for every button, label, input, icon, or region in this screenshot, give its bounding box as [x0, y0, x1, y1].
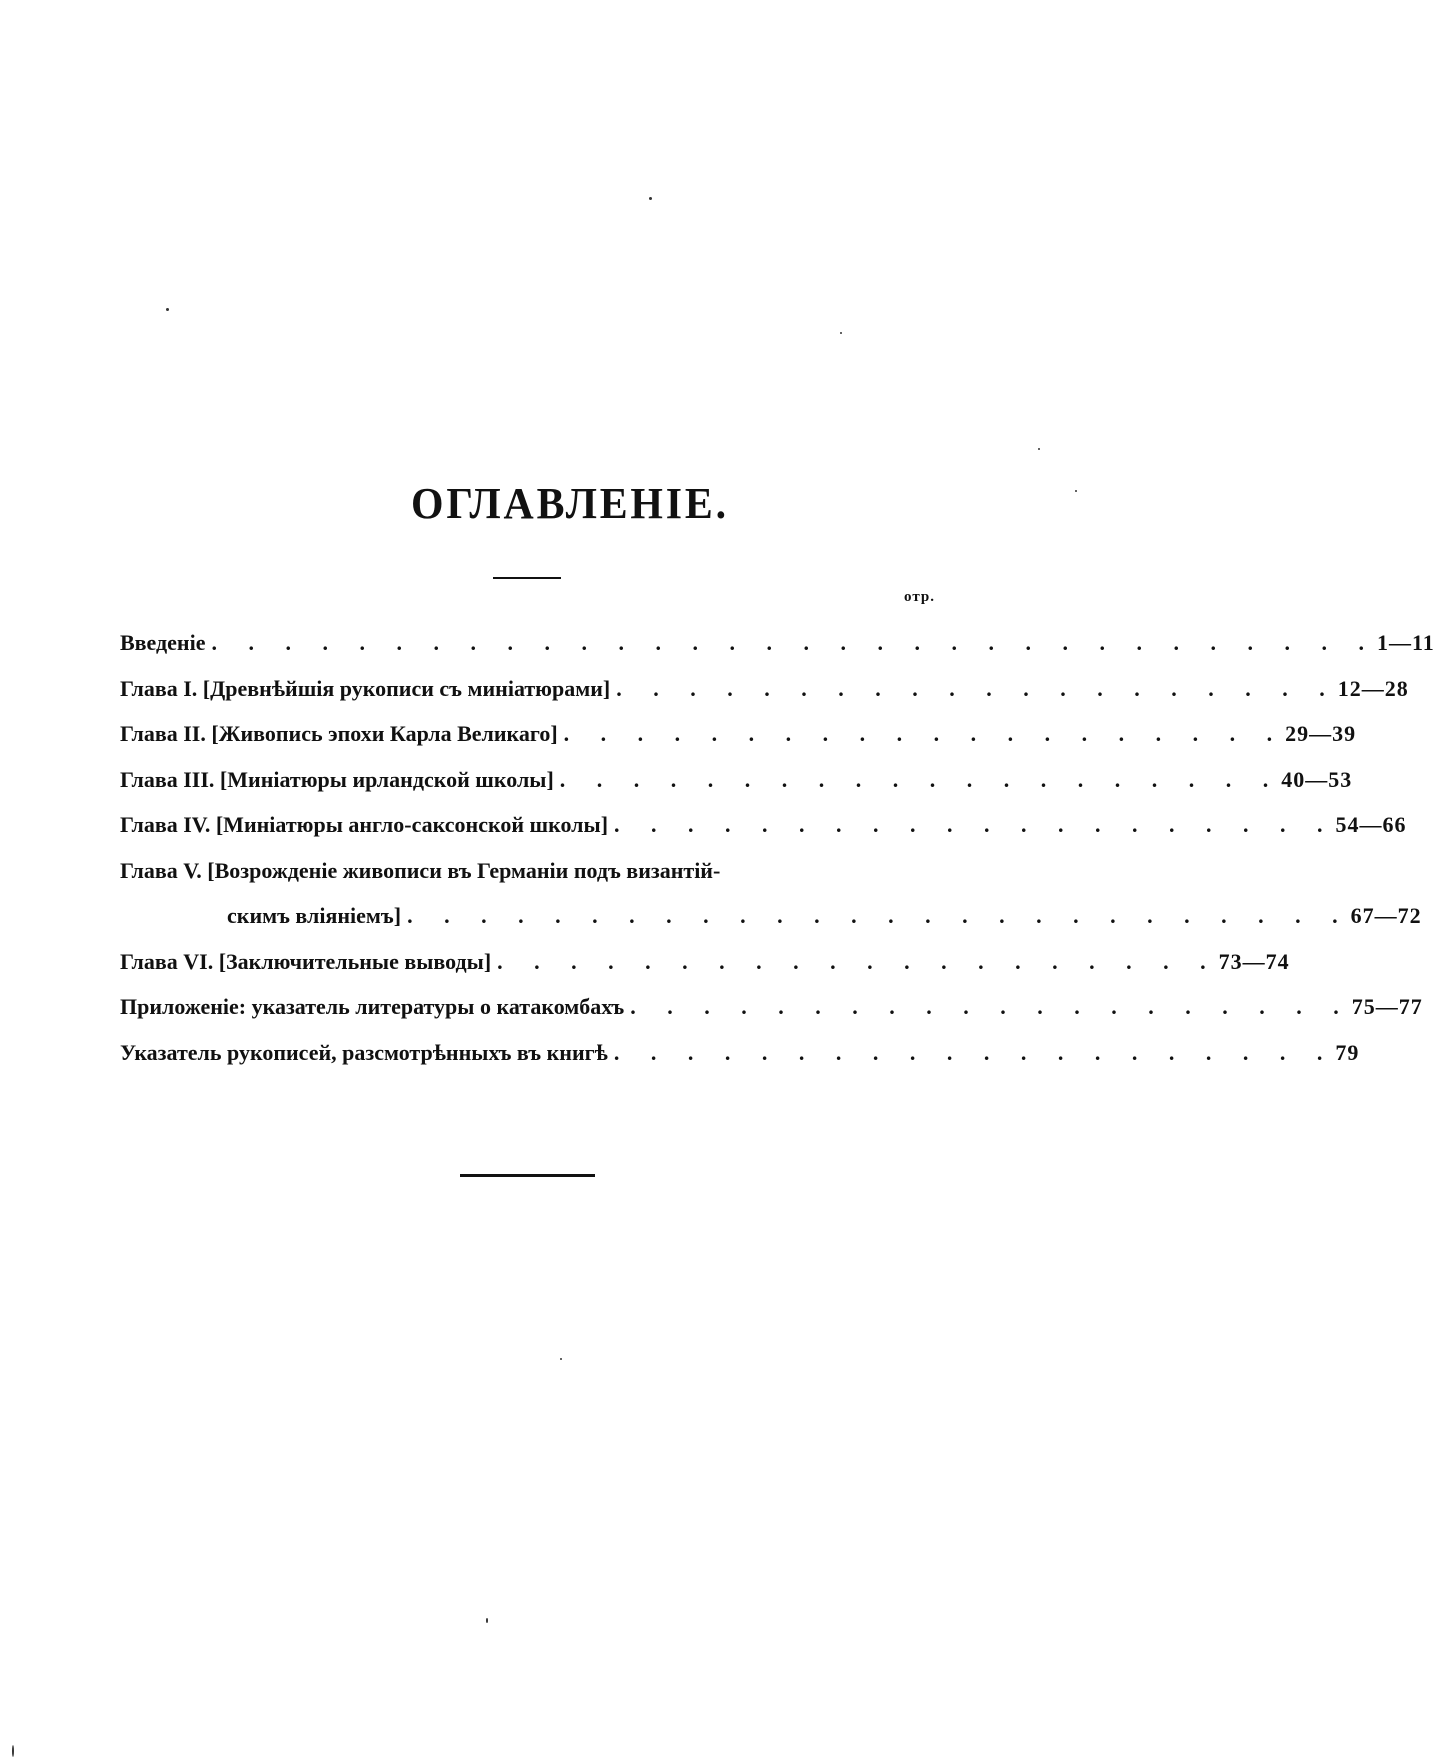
toc-leader-dots: . . . . . . . . . . . . . . . . . . . . — [563, 721, 1286, 746]
toc-entry-pages: 1—11 — [1376, 630, 1435, 655]
toc-entry-pages: 12—28 — [1337, 675, 1409, 701]
toc-entry-label: Глава I. [Древнѣйшiя рукописи съ миніатюрами] — [120, 675, 611, 701]
toc-entry — [120, 851, 935, 897]
title-divider — [493, 577, 561, 579]
toc-entry-label: Глава IV. [Миніатюры англо-саксонской школы] — [120, 812, 609, 837]
toc-entry-label: Глава III. [Миніатюры ирландской школы] — [120, 766, 554, 792]
scan-speck — [560, 1358, 562, 1360]
toc-entry-continuation — [120, 896, 1422, 942]
toc-entry — [120, 1033, 1360, 1079]
page-column-label: отр. — [904, 589, 935, 605]
scan-speck — [1038, 448, 1040, 450]
toc-entry-label: скимъ влiянiемъ] — [227, 903, 402, 928]
toc-entry-pages: 67—72 — [1350, 903, 1422, 928]
toc-entry-pages: 73—74 — [1218, 948, 1290, 974]
toc-leader-dots: . . . . . . . . . . . . . . . . . . . . — [630, 994, 1352, 1019]
toc-entry — [120, 805, 1407, 851]
toc-entry — [120, 942, 1290, 988]
toc-entry-label: Указатель рукописей, разсмотрѣнныхъ въ книгѣ — [120, 1039, 608, 1065]
end-divider — [460, 1174, 595, 1177]
toc-entry-label: Приложенiе: указатель литературы о катакомбахъ — [120, 994, 625, 1019]
toc-entry-pages: 75—77 — [1351, 994, 1423, 1019]
toc-entry-label: Введенiе — [120, 630, 206, 655]
toc-entry — [120, 669, 1409, 715]
scan-speck — [12, 1745, 14, 1757]
toc-leader-dots: . . . . . . . . . . . . . . . . . . . . . . . . . . — [407, 903, 1351, 928]
toc-entry — [120, 623, 1435, 669]
toc-entry-pages: 79 — [1335, 1039, 1360, 1065]
toc-entry-pages: 40—53 — [1281, 766, 1353, 792]
scan-speck — [486, 1618, 488, 1623]
toc-entry-label: Глава V. [Возрожденiе живописи въ Германiи подъ византiй- — [120, 857, 721, 883]
toc-entry — [120, 714, 1357, 760]
toc-entry-label: Глава VI. [Заключительные выводы] — [120, 948, 492, 974]
toc-leader-dots: . . . . . . . . . . . . . . . . . . . . — [614, 812, 1336, 837]
toc-leader-dots: . . . . . . . . . . . . . . . . . . . . — [613, 1039, 1336, 1065]
scan-speck — [649, 197, 652, 200]
table-of-contents — [120, 623, 1435, 1078]
scan-speck — [840, 332, 842, 334]
toc-leader-dots: . . . . . . . . . . . . . . . . . . . . — [559, 766, 1282, 792]
toc-entry — [120, 987, 1423, 1033]
toc-leader-dots: . . . . . . . . . . . . . . . . . . . . . . . . . . . . . . . . — [211, 630, 1377, 655]
toc-leader-dots: . . . . . . . . . . . . . . . . . . . . — [616, 675, 1338, 701]
toc-entry-pages: 29—39 — [1285, 721, 1357, 746]
scan-speck — [166, 308, 169, 311]
toc-leader-dots: . . . . . . . . . . . . . . . . . . . . — [497, 948, 1219, 974]
toc-entry-label: Глава II. [Живопись эпохи Карла Великаго] — [120, 721, 558, 746]
page-title: ОГЛАВЛЕНIЕ. — [411, 479, 729, 528]
toc-entry — [120, 760, 1353, 806]
toc-entry-pages: 54—66 — [1335, 812, 1407, 837]
